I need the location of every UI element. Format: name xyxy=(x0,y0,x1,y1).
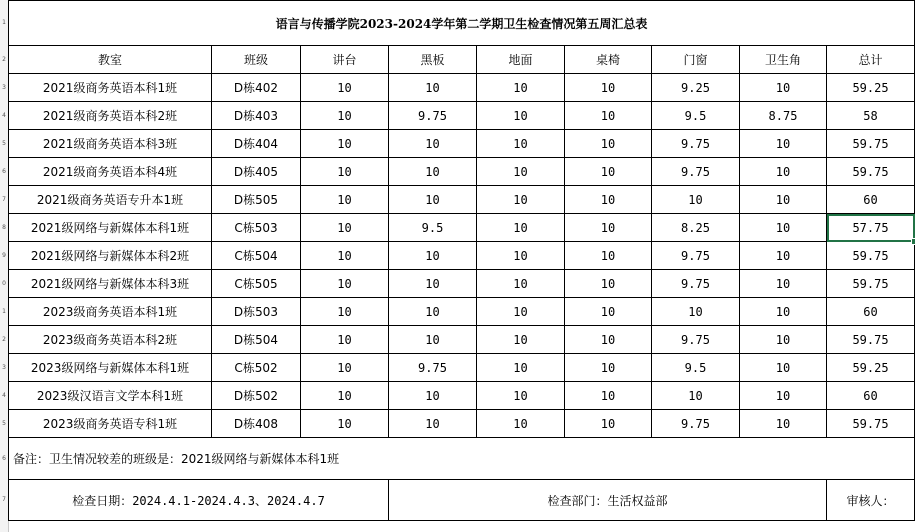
score-cell[interactable]: 10 xyxy=(740,326,827,354)
score-cell[interactable]: 10 xyxy=(740,354,827,382)
score-cell[interactable]: 10 xyxy=(477,214,565,242)
sheet-title[interactable]: 语言与传播学院2023-2024学年第二学期卫生检查情况第五周汇总表 xyxy=(9,1,915,46)
score-cell[interactable]: 10 xyxy=(565,74,652,102)
score-cell[interactable]: 10 xyxy=(301,158,389,186)
row-number[interactable]: 5 xyxy=(2,419,6,427)
selected-cell[interactable]: 57.75 xyxy=(827,214,915,242)
score-cell[interactable]: 10 xyxy=(477,326,565,354)
column-header-1[interactable]: 班级 xyxy=(212,46,301,74)
score-cell[interactable]: 10 xyxy=(477,186,565,214)
score-cell[interactable]: 10 xyxy=(477,102,565,130)
row-number[interactable]: 1 xyxy=(2,307,6,315)
row-number[interactable]: 0 xyxy=(2,279,6,287)
score-cell[interactable]: 9.5 xyxy=(652,354,740,382)
table-row xyxy=(9,326,915,354)
score-cell[interactable]: 10 xyxy=(389,186,477,214)
classroom-cell[interactable]: 2023级商务英语本科2班 xyxy=(9,326,212,354)
table-row xyxy=(9,130,915,158)
score-cell[interactable]: 10 xyxy=(477,382,565,410)
score-cell[interactable]: 9.75 xyxy=(652,242,740,270)
class-cell[interactable]: C栋503 xyxy=(212,214,301,242)
table-row xyxy=(9,354,915,382)
row-number[interactable]: 4 xyxy=(2,111,6,119)
class-cell[interactable]: D栋405 xyxy=(212,158,301,186)
row-number[interactable]: 8 xyxy=(2,223,6,231)
score-cell[interactable]: 10 xyxy=(740,186,827,214)
classroom-cell[interactable]: 2021级商务英语专升本1班 xyxy=(9,186,212,214)
score-cell[interactable]: 10 xyxy=(301,242,389,270)
score-cell[interactable]: 10 xyxy=(565,102,652,130)
score-cell[interactable]: 10 xyxy=(565,270,652,298)
score-cell[interactable]: 10 xyxy=(740,158,827,186)
score-cell[interactable]: 9.5 xyxy=(389,214,477,242)
score-cell[interactable]: 9.75 xyxy=(389,354,477,382)
score-cell[interactable]: 60 xyxy=(827,186,915,214)
score-cell[interactable]: 10 xyxy=(301,186,389,214)
row-number[interactable]: 3 xyxy=(2,363,6,371)
score-cell[interactable]: 59.75 xyxy=(827,326,915,354)
score-cell[interactable]: 10 xyxy=(565,326,652,354)
table-row xyxy=(9,102,915,130)
score-cell[interactable]: 10 xyxy=(301,298,389,326)
column-header-8[interactable]: 总计 xyxy=(827,46,915,74)
table-row xyxy=(9,410,915,438)
row-number[interactable]: 6 xyxy=(2,454,6,462)
score-cell[interactable]: 10 xyxy=(301,382,389,410)
score-cell[interactable]: 9.75 xyxy=(652,410,740,438)
table-row xyxy=(9,74,915,102)
score-cell[interactable]: 10 xyxy=(565,354,652,382)
score-cell[interactable]: 9.25 xyxy=(652,74,740,102)
table-row xyxy=(9,298,915,326)
score-cell[interactable]: 10 xyxy=(301,326,389,354)
score-cell[interactable]: 10 xyxy=(301,102,389,130)
note-row xyxy=(9,438,915,480)
score-cell[interactable]: 59.75 xyxy=(827,130,915,158)
classroom-cell[interactable]: 2021级商务英语本科4班 xyxy=(9,158,212,186)
table-row xyxy=(9,382,915,410)
score-cell[interactable]: 10 xyxy=(652,298,740,326)
table-row xyxy=(9,214,915,242)
score-cell[interactable]: 10 xyxy=(565,382,652,410)
score-cell[interactable]: 59.75 xyxy=(827,270,915,298)
classroom-cell[interactable]: 2021级网络与新媒体本科3班 xyxy=(9,270,212,298)
classroom-cell[interactable]: 2021级商务英语本科1班 xyxy=(9,74,212,102)
score-cell[interactable]: 10 xyxy=(301,74,389,102)
score-cell[interactable]: 10 xyxy=(389,270,477,298)
score-cell[interactable]: 59.75 xyxy=(827,242,915,270)
score-cell[interactable]: 10 xyxy=(389,298,477,326)
classroom-cell[interactable]: 2021级网络与新媒体本科1班 xyxy=(9,214,212,242)
score-cell[interactable]: 10 xyxy=(565,158,652,186)
score-cell[interactable]: 10 xyxy=(740,214,827,242)
row-number[interactable]: 2 xyxy=(2,335,6,343)
score-cell[interactable]: 10 xyxy=(477,130,565,158)
table-row xyxy=(9,242,915,270)
classroom-cell[interactable]: 2021级商务英语本科3班 xyxy=(9,130,212,158)
table-row xyxy=(9,158,915,186)
class-cell[interactable]: C栋505 xyxy=(212,270,301,298)
row-number[interactable]: 5 xyxy=(2,139,6,147)
row-number[interactable]: 4 xyxy=(2,391,6,399)
class-cell[interactable]: D栋404 xyxy=(212,130,301,158)
column-header-5[interactable]: 桌椅 xyxy=(565,46,652,74)
class-cell[interactable]: D栋403 xyxy=(212,102,301,130)
class-cell[interactable]: D栋505 xyxy=(212,186,301,214)
class-cell[interactable]: D栋504 xyxy=(212,326,301,354)
classroom-cell[interactable]: 2023级商务英语本科1班 xyxy=(9,298,212,326)
classroom-cell[interactable]: 2021级商务英语本科2班 xyxy=(9,102,212,130)
reviewer-cell[interactable]: 审核人： xyxy=(827,480,915,521)
class-cell[interactable]: D栋502 xyxy=(212,382,301,410)
score-cell[interactable]: 10 xyxy=(740,74,827,102)
score-cell[interactable]: 10 xyxy=(389,242,477,270)
score-cell[interactable]: 10 xyxy=(301,410,389,438)
score-cell[interactable]: 10 xyxy=(740,382,827,410)
score-cell[interactable]: 9.75 xyxy=(652,130,740,158)
score-cell[interactable]: 10 xyxy=(477,158,565,186)
column-header-3[interactable]: 黑板 xyxy=(389,46,477,74)
score-cell[interactable]: 10 xyxy=(565,214,652,242)
score-cell[interactable]: 10 xyxy=(301,130,389,158)
score-cell[interactable]: 10 xyxy=(740,298,827,326)
column-header-2[interactable]: 讲台 xyxy=(301,46,389,74)
score-cell[interactable]: 10 xyxy=(565,298,652,326)
score-cell[interactable]: 10 xyxy=(477,242,565,270)
score-cell[interactable]: 59.25 xyxy=(827,354,915,382)
score-cell[interactable]: 10 xyxy=(565,410,652,438)
score-cell[interactable]: 10 xyxy=(389,158,477,186)
row-number[interactable]: 7 xyxy=(2,496,6,503)
score-cell[interactable]: 10 xyxy=(477,354,565,382)
score-cell[interactable]: 10 xyxy=(477,298,565,326)
header-row xyxy=(9,46,915,74)
score-cell[interactable]: 10 xyxy=(477,74,565,102)
score-cell[interactable]: 9.75 xyxy=(652,326,740,354)
score-cell[interactable]: 10 xyxy=(301,354,389,382)
score-cell[interactable]: 10 xyxy=(389,74,477,102)
score-cell[interactable]: 59.75 xyxy=(827,410,915,438)
row-number[interactable]: 7 xyxy=(2,195,6,203)
table-row xyxy=(9,186,915,214)
score-cell[interactable]: 10 xyxy=(389,410,477,438)
score-cell[interactable]: 10 xyxy=(740,410,827,438)
spreadsheet-table xyxy=(8,0,915,521)
row-number[interactable]: 6 xyxy=(2,167,6,175)
score-cell[interactable]: 10 xyxy=(565,242,652,270)
class-cell[interactable]: D栋408 xyxy=(212,410,301,438)
inspection-date-cell[interactable]: 检查日期：2024.4.1-2024.4.3、2024.4.7 xyxy=(9,480,389,521)
column-header-7[interactable]: 卫生角 xyxy=(740,46,827,74)
classroom-cell[interactable]: 2023级商务英语专科1班 xyxy=(9,410,212,438)
score-cell[interactable]: 59.75 xyxy=(827,158,915,186)
score-cell[interactable]: 10 xyxy=(565,130,652,158)
row-number[interactable]: 3 xyxy=(2,83,6,91)
score-cell[interactable]: 10 xyxy=(389,382,477,410)
score-cell[interactable]: 10 xyxy=(301,270,389,298)
class-cell[interactable]: D栋503 xyxy=(212,298,301,326)
classroom-cell[interactable]: 2023级汉语言文学本科1班 xyxy=(9,382,212,410)
fill-handle[interactable] xyxy=(911,238,915,245)
score-cell[interactable]: 10 xyxy=(740,270,827,298)
inspection-department-cell[interactable]: 检查部门：生活权益部 xyxy=(389,480,827,521)
column-header-0[interactable]: 教室 xyxy=(9,46,212,74)
class-cell[interactable]: C栋504 xyxy=(212,242,301,270)
score-cell[interactable]: 10 xyxy=(477,270,565,298)
classroom-cell[interactable]: 2021级网络与新媒体本科2班 xyxy=(9,242,212,270)
score-cell[interactable]: 59.25 xyxy=(827,74,915,102)
score-cell[interactable]: 9.75 xyxy=(652,158,740,186)
score-cell[interactable]: 60 xyxy=(827,298,915,326)
score-cell[interactable]: 10 xyxy=(740,242,827,270)
column-header-4[interactable]: 地面 xyxy=(477,46,565,74)
row-number[interactable]: 9 xyxy=(2,251,6,259)
score-cell[interactable]: 9.75 xyxy=(652,270,740,298)
score-cell[interactable]: 10 xyxy=(740,130,827,158)
score-cell[interactable]: 8.25 xyxy=(652,214,740,242)
footer-row xyxy=(9,480,915,521)
class-cell[interactable]: D栋402 xyxy=(212,74,301,102)
score-cell[interactable]: 10 xyxy=(301,214,389,242)
score-cell[interactable]: 10 xyxy=(652,186,740,214)
column-header-6[interactable]: 门窗 xyxy=(652,46,740,74)
score-cell[interactable]: 10 xyxy=(389,326,477,354)
score-cell[interactable]: 60 xyxy=(827,382,915,410)
score-cell[interactable]: 8.75 xyxy=(740,102,827,130)
score-cell[interactable]: 10 xyxy=(652,382,740,410)
score-cell[interactable]: 10 xyxy=(477,410,565,438)
row-number[interactable]: 2 xyxy=(2,55,6,63)
note-cell[interactable]: 备注：卫生情况较差的班级是：2021级网络与新媒体本科1班 xyxy=(9,438,915,480)
score-cell[interactable]: 10 xyxy=(389,130,477,158)
row-number[interactable]: 1 xyxy=(2,19,6,26)
table-row xyxy=(9,270,915,298)
class-cell[interactable]: C栋502 xyxy=(212,354,301,382)
score-cell[interactable]: 58 xyxy=(827,102,915,130)
classroom-cell[interactable]: 2023级网络与新媒体本科1班 xyxy=(9,354,212,382)
score-cell[interactable]: 10 xyxy=(565,186,652,214)
score-cell[interactable]: 9.75 xyxy=(389,102,477,130)
score-cell[interactable]: 9.5 xyxy=(652,102,740,130)
